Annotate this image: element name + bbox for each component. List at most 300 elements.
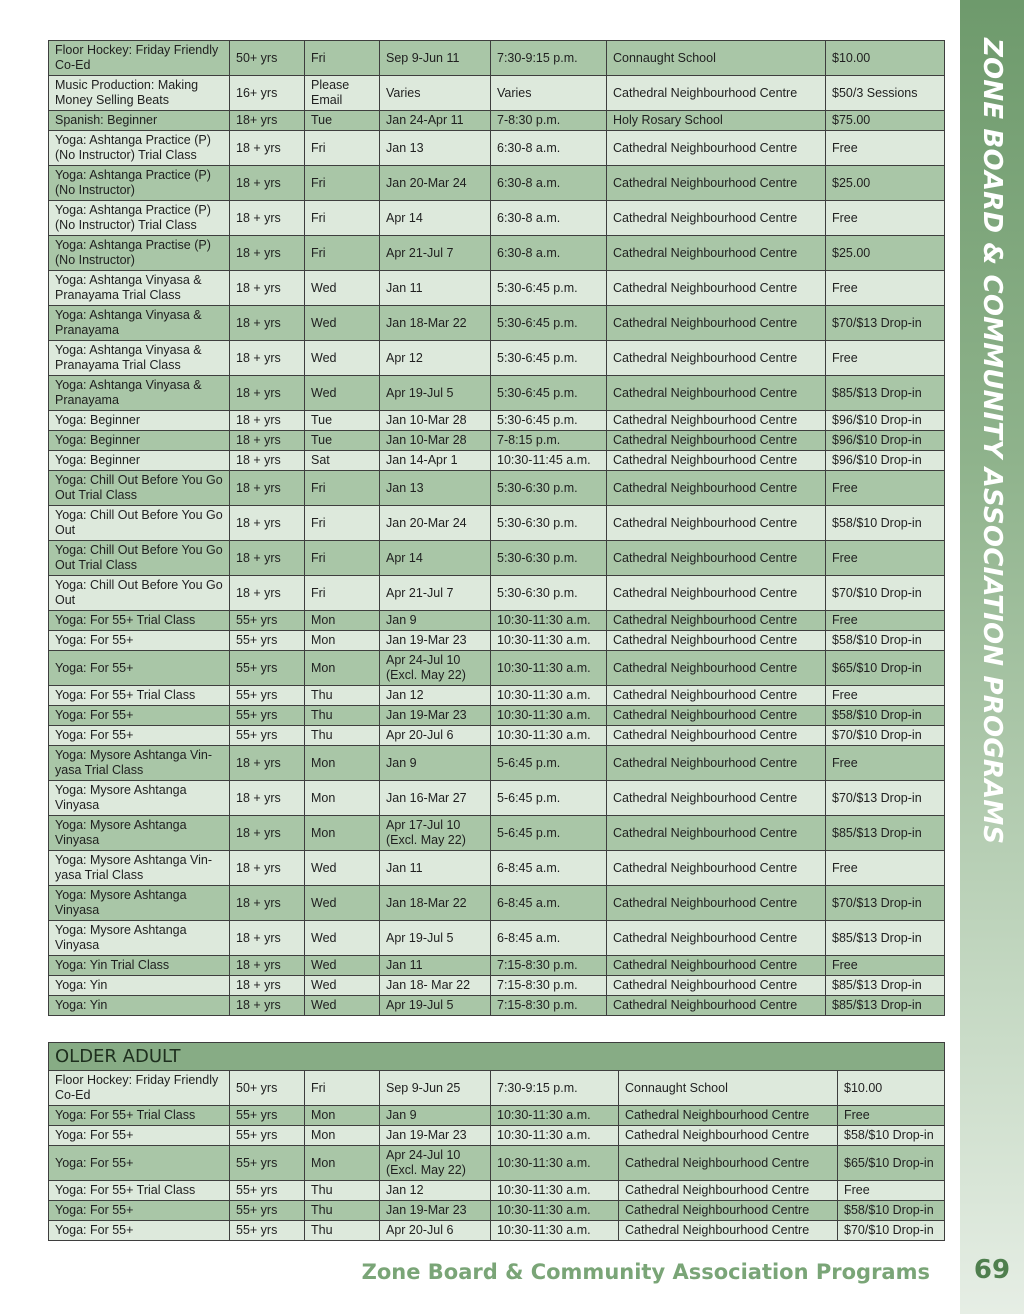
cell-location: Cathedral Neighbourhood Centre [607,851,826,886]
cell-dates: Jan 19-Mar 23 [380,631,491,651]
cell-location: Cathedral Neighbourhood Centre [607,376,826,411]
cell-fee: Free [826,131,945,166]
cell-age: 18 + yrs [230,956,305,976]
cell-time: 6:30-8 a.m. [491,201,607,236]
cell-location: Cathedral Neighbourhood Centre [607,686,826,706]
cell-age: 18 + yrs [230,166,305,201]
cell-program-name: Yoga: Beginner [49,431,230,451]
cell-time: 7-8:15 p.m. [491,431,607,451]
cell-program-name: Yoga: Ashtanga Vinyasa & Pranayama Trial Class [49,341,230,376]
cell-fee: $70/$10 Drop-in [826,576,945,611]
cell-dates: Apr 21-Jul 7 [380,236,491,271]
cell-location: Cathedral Neighbourhood Centre [607,271,826,306]
cell-program-name: Spanish: Beginner [49,111,230,131]
cell-program-name: Yoga: Ashtanga Vinyasa & Pranayama [49,306,230,341]
cell-time: 10:30-11:30 a.m. [491,1126,619,1146]
cell-location: Cathedral Neighbourhood Centre [607,886,826,921]
cell-age: 18+ yrs [230,111,305,131]
cell-day: Fri [305,236,380,271]
cell-age: 18 + yrs [230,976,305,996]
cell-dates: Apr 20-Jul 6 [380,1221,491,1241]
cell-location: Cathedral Neighbourhood Centre [607,451,826,471]
table-row [49,1201,945,1221]
cell-fee: $85/$13 Drop-in [826,976,945,996]
cell-location: Connaught School [607,41,826,76]
cell-dates: Jan 11 [380,851,491,886]
cell-program-name: Yoga: For 55+ [49,1221,230,1241]
cell-day: Mon [305,816,380,851]
cell-location: Connaught School [619,1071,838,1106]
cell-age: 18 + yrs [230,996,305,1016]
table-row [49,236,945,271]
cell-time: 10:30-11:30 a.m. [491,631,607,651]
cell-day: Fri [305,1071,380,1106]
cell-time: 5:30-6:30 p.m. [491,471,607,506]
cell-time: 10:30-11:45 a.m. [491,451,607,471]
cell-time: 10:30-11:30 a.m. [491,1146,619,1181]
cell-program-name: Yoga: Ashtanga Practice (P) (No Instructor) Trial Class [49,131,230,166]
cell-fee: $96/$10 Drop-in [826,431,945,451]
table-row [49,816,945,851]
cell-age: 18 + yrs [230,746,305,781]
cell-program-name: Yoga: Chill Out Before You Go Out Trial Class [49,471,230,506]
cell-time: 10:30-11:30 a.m. [491,686,607,706]
cell-program-name: Yoga: Mysore Ashtanga Vinyasa [49,921,230,956]
cell-age: 18 + yrs [230,506,305,541]
cell-location: Cathedral Neighbourhood Centre [607,956,826,976]
cell-fee: Free [826,851,945,886]
table-row [49,131,945,166]
cell-dates: Apr 14 [380,201,491,236]
cell-program-name: Yoga: Mysore Ashtanga Vin-yasa Trial Class [49,746,230,781]
cell-program-name: Yoga: Ashtanga Practise (P) (No Instructor) [49,236,230,271]
cell-time: 5:30-6:30 p.m. [491,506,607,541]
cell-dates: Apr 24-Jul 10 (Excl. May 22) [380,651,491,686]
cell-fee: $96/$10 Drop-in [826,451,945,471]
cell-location: Cathedral Neighbourhood Centre [619,1201,838,1221]
cell-dates: Jan 19-Mar 23 [380,706,491,726]
cell-fee: $96/$10 Drop-in [826,411,945,431]
cell-age: 55+ yrs [230,1146,305,1181]
cell-dates: Jan 18- Mar 22 [380,976,491,996]
cell-location: Cathedral Neighbourhood Centre [607,76,826,111]
cell-program-name: Yoga: Beginner [49,411,230,431]
cell-day: Wed [305,306,380,341]
cell-program-name: Yoga: Chill Out Before You Go Out [49,506,230,541]
cell-age: 18 + yrs [230,816,305,851]
cell-fee: $58/$10 Drop-in [826,506,945,541]
cell-day: Wed [305,921,380,956]
table-row [49,411,945,431]
cell-time: 5:30-6:45 p.m. [491,306,607,341]
cell-program-name: Yoga: Chill Out Before You Go Out [49,576,230,611]
cell-time: 10:30-11:30 a.m. [491,1221,619,1241]
cell-time: 10:30-11:30 a.m. [491,726,607,746]
cell-location: Cathedral Neighbourhood Centre [607,651,826,686]
cell-fee: $70/$13 Drop-in [826,781,945,816]
cell-dates: Apr 21-Jul 7 [380,576,491,611]
cell-location: Cathedral Neighbourhood Centre [607,746,826,781]
cell-dates: Jan 12 [380,686,491,706]
cell-dates: Jan 9 [380,611,491,631]
cell-age: 18 + yrs [230,576,305,611]
cell-time: 7:15-8:30 p.m. [491,976,607,996]
cell-day: Wed [305,271,380,306]
cell-age: 18 + yrs [230,471,305,506]
cell-location: Cathedral Neighbourhood Centre [607,131,826,166]
cell-age: 55+ yrs [230,1221,305,1241]
table-row [49,1146,945,1181]
cell-age: 16+ yrs [230,76,305,111]
cell-age: 55+ yrs [230,706,305,726]
cell-dates: Jan 11 [380,956,491,976]
table-row [49,1181,945,1201]
table-row [49,271,945,306]
table-row [49,706,945,726]
cell-day: Fri [305,131,380,166]
cell-time: 6-8:45 a.m. [491,921,607,956]
cell-program-name: Yoga: Ashtanga Vinyasa & Pranayama Trial Class [49,271,230,306]
table-row [49,41,945,76]
cell-fee: $85/$13 Drop-in [826,921,945,956]
table-row [49,1221,945,1241]
cell-age: 18 + yrs [230,451,305,471]
cell-dates: Apr 19-Jul 5 [380,996,491,1016]
cell-time: 5:30-6:30 p.m. [491,541,607,576]
cell-day: Mon [305,1146,380,1181]
table-row [49,921,945,956]
cell-time: 7:30-9:15 p.m. [491,1071,619,1106]
table-row [49,376,945,411]
cell-day: Mon [305,1106,380,1126]
cell-age: 18 + yrs [230,201,305,236]
cell-location: Cathedral Neighbourhood Centre [607,201,826,236]
cell-time: 6:30-8 a.m. [491,166,607,201]
cell-age: 18 + yrs [230,541,305,576]
cell-fee: $25.00 [826,166,945,201]
cell-fee: Free [826,541,945,576]
cell-time: 10:30-11:30 a.m. [491,651,607,686]
cell-fee: $65/$10 Drop-in [838,1146,945,1181]
cell-fee: Free [826,271,945,306]
table-row [49,111,945,131]
cell-day: Sat [305,451,380,471]
cell-location: Cathedral Neighbourhood Centre [607,576,826,611]
cell-time: 6:30-8 a.m. [491,131,607,166]
cell-age: 55+ yrs [230,1181,305,1201]
cell-day: Fri [305,166,380,201]
cell-dates: Jan 20-Mar 24 [380,166,491,201]
cell-program-name: Yoga: For 55+ Trial Class [49,1106,230,1126]
table-row [49,1071,945,1106]
table-row [49,541,945,576]
cell-dates: Sep 9-Jun 11 [380,41,491,76]
cell-day: Fri [305,506,380,541]
cell-age: 18 + yrs [230,886,305,921]
cell-time: 6-8:45 a.m. [491,851,607,886]
cell-day: Wed [305,956,380,976]
cell-time: 6-8:45 a.m. [491,886,607,921]
table-row [49,781,945,816]
cell-day: Wed [305,996,380,1016]
cell-program-name: Yoga: Yin [49,996,230,1016]
cell-dates: Jan 13 [380,471,491,506]
table-row [49,996,945,1016]
cell-dates: Jan 12 [380,1181,491,1201]
programs-table-body [49,41,945,1016]
cell-location: Cathedral Neighbourhood Centre [619,1126,838,1146]
table-row [49,611,945,631]
cell-day: Thu [305,726,380,746]
section-title: OLDER ADULT [49,1043,945,1071]
cell-time: 10:30-11:30 a.m. [491,1201,619,1221]
table-row [49,1106,945,1126]
cell-program-name: Yoga: For 55+ [49,631,230,651]
cell-dates: Jan 18-Mar 22 [380,306,491,341]
programs-table [48,40,945,1016]
cell-location: Cathedral Neighbourhood Centre [619,1106,838,1126]
cell-program-name: Yoga: Ashtanga Practice (P) (No Instructor) [49,166,230,201]
cell-program-name: Yoga: For 55+ Trial Class [49,611,230,631]
cell-age: 18 + yrs [230,236,305,271]
cell-day: Wed [305,341,380,376]
older-adult-header-row [49,1043,945,1071]
table-row [49,956,945,976]
cell-age: 50+ yrs [230,1071,305,1106]
cell-location: Cathedral Neighbourhood Centre [619,1181,838,1201]
cell-location: Cathedral Neighbourhood Centre [607,631,826,651]
cell-day: Tue [305,431,380,451]
cell-day: Tue [305,411,380,431]
cell-location: Cathedral Neighbourhood Centre [607,996,826,1016]
cell-dates: Jan 10-Mar 28 [380,431,491,451]
cell-fee: $70/$10 Drop-in [838,1221,945,1241]
cell-age: 50+ yrs [230,41,305,76]
cell-location: Cathedral Neighbourhood Centre [607,816,826,851]
cell-day: Mon [305,651,380,686]
cell-day: Fri [305,576,380,611]
cell-fee: Free [826,341,945,376]
cell-dates: Jan 9 [380,1106,491,1126]
cell-time: 5-6:45 p.m. [491,746,607,781]
cell-dates: Apr 14 [380,541,491,576]
cell-day: Thu [305,706,380,726]
cell-time: 5:30-6:30 p.m. [491,576,607,611]
cell-day: Thu [305,1221,380,1241]
cell-fee: Free [826,201,945,236]
cell-age: 55+ yrs [230,611,305,631]
cell-program-name: Yoga: For 55+ [49,726,230,746]
table-row [49,1126,945,1146]
cell-program-name: Yoga: For 55+ Trial Class [49,1181,230,1201]
cell-location: Cathedral Neighbourhood Centre [607,781,826,816]
cell-age: 18 + yrs [230,411,305,431]
cell-fee: Free [826,611,945,631]
cell-day: Fri [305,471,380,506]
cell-age: 18 + yrs [230,131,305,166]
cell-day: Mon [305,781,380,816]
cell-day: Thu [305,1181,380,1201]
table-row [49,506,945,541]
cell-time: 5-6:45 p.m. [491,781,607,816]
cell-age: 55+ yrs [230,1201,305,1221]
cell-program-name: Yoga: Mysore Ashtanga Vinyasa [49,886,230,921]
cell-fee: $85/$13 Drop-in [826,376,945,411]
cell-dates: Jan 16-Mar 27 [380,781,491,816]
cell-day: Mon [305,611,380,631]
cell-program-name: Yoga: For 55+ [49,1201,230,1221]
cell-fee: Free [826,471,945,506]
cell-age: 55+ yrs [230,631,305,651]
cell-dates: Varies [380,76,491,111]
cell-age: 18 + yrs [230,376,305,411]
table-row [49,651,945,686]
side-title: ZONE BOARD & COMMUNITY ASSOCIATION PROGRAMS [977,38,1007,845]
table-row [49,686,945,706]
cell-fee: $58/$10 Drop-in [838,1201,945,1221]
cell-age: 55+ yrs [230,1106,305,1126]
cell-day: Fri [305,41,380,76]
cell-time: 5:30-6:45 p.m. [491,341,607,376]
cell-time: 7:30-9:15 p.m. [491,41,607,76]
cell-location: Cathedral Neighbourhood Centre [607,921,826,956]
cell-time: Varies [491,76,607,111]
cell-day: Wed [305,376,380,411]
table-row [49,431,945,451]
cell-time: 10:30-11:30 a.m. [491,1106,619,1126]
cell-program-name: Yoga: For 55+ [49,651,230,686]
cell-dates: Jan 10-Mar 28 [380,411,491,431]
table-row [49,471,945,506]
cell-day: Mon [305,746,380,781]
cell-time: 10:30-11:30 a.m. [491,611,607,631]
cell-fee: $58/$10 Drop-in [826,631,945,651]
cell-dates: Jan 18-Mar 22 [380,886,491,921]
cell-dates: Apr 19-Jul 5 [380,921,491,956]
cell-fee: $70/$13 Drop-in [826,886,945,921]
page-number: 69 [973,1255,1011,1285]
cell-dates: Jan 20-Mar 24 [380,506,491,541]
cell-time: 6:30-8 a.m. [491,236,607,271]
cell-location: Cathedral Neighbourhood Centre [607,411,826,431]
cell-day: Wed [305,976,380,996]
cell-location: Cathedral Neighbourhood Centre [607,706,826,726]
cell-program-name: Yoga: For 55+ [49,706,230,726]
table-row [49,976,945,996]
cell-dates: Sep 9-Jun 25 [380,1071,491,1106]
cell-dates: Apr 12 [380,341,491,376]
cell-program-name: Yoga: Ashtanga Practice (P) (No Instructor) Trial Class [49,201,230,236]
table-row [49,631,945,651]
cell-program-name: Yoga: Mysore Ashtanga Vinyasa [49,816,230,851]
cell-day: Wed [305,851,380,886]
cell-dates: Jan 9 [380,746,491,781]
cell-dates: Apr 20-Jul 6 [380,726,491,746]
cell-dates: Jan 19-Mar 23 [380,1126,491,1146]
cell-age: 55+ yrs [230,726,305,746]
cell-location: Cathedral Neighbourhood Centre [607,166,826,201]
cell-day: Fri [305,541,380,576]
cell-location: Cathedral Neighbourhood Centre [619,1146,838,1181]
cell-location: Cathedral Neighbourhood Centre [619,1221,838,1241]
cell-day: Fri [305,201,380,236]
cell-age: 55+ yrs [230,686,305,706]
cell-day: Mon [305,631,380,651]
cell-age: 18 + yrs [230,341,305,376]
cell-fee: $70/$10 Drop-in [826,726,945,746]
cell-program-name: Floor Hockey: Friday Friendly Co-Ed [49,41,230,76]
cell-time: 7-8:30 p.m. [491,111,607,131]
cell-location: Cathedral Neighbourhood Centre [607,976,826,996]
cell-dates: Jan 11 [380,271,491,306]
cell-dates: Apr 24-Jul 10 (Excl. May 22) [380,1146,491,1181]
table-row [49,201,945,236]
table-row [49,306,945,341]
cell-time: 7:15-8:30 p.m. [491,956,607,976]
cell-age: 18 + yrs [230,306,305,341]
cell-fee: Free [826,746,945,781]
table-row [49,746,945,781]
cell-time: 5:30-6:45 p.m. [491,376,607,411]
cell-time: 5:30-6:45 p.m. [491,411,607,431]
cell-time: 10:30-11:30 a.m. [491,1181,619,1201]
cell-fee: $70/$13 Drop-in [826,306,945,341]
cell-location: Cathedral Neighbourhood Centre [607,306,826,341]
cell-time: 7:15-8:30 p.m. [491,996,607,1016]
older-adult-table [48,1042,945,1241]
cell-location: Cathedral Neighbourhood Centre [607,506,826,541]
cell-dates: Jan 24-Apr 11 [380,111,491,131]
cell-fee: $85/$13 Drop-in [826,816,945,851]
table-row [49,451,945,471]
cell-fee: $65/$10 Drop-in [826,651,945,686]
cell-program-name: Yoga: For 55+ [49,1126,230,1146]
older-adult-table-body [49,1043,945,1241]
cell-fee: $58/$10 Drop-in [838,1126,945,1146]
cell-age: 18 + yrs [230,781,305,816]
footer-title: Zone Board & Community Association Programs [361,1260,930,1284]
cell-program-name: Music Production: Making Money Selling Beats [49,76,230,111]
cell-day: Tue [305,111,380,131]
cell-age: 55+ yrs [230,1126,305,1146]
cell-day: Wed [305,886,380,921]
cell-age: 18 + yrs [230,921,305,956]
cell-fee: $58/$10 Drop-in [826,706,945,726]
cell-program-name: Yoga: Yin [49,976,230,996]
cell-day: Mon [305,1126,380,1146]
cell-dates: Apr 17-Jul 10 (Excl. May 22) [380,816,491,851]
cell-fee: $85/$13 Drop-in [826,996,945,1016]
cell-location: Cathedral Neighbourhood Centre [607,431,826,451]
cell-day: Thu [305,686,380,706]
cell-location: Cathedral Neighbourhood Centre [607,541,826,576]
cell-fee: $10.00 [826,41,945,76]
cell-age: 18 + yrs [230,851,305,886]
cell-program-name: Yoga: For 55+ Trial Class [49,686,230,706]
table-row [49,886,945,921]
cell-program-name: Yoga: Ashtanga Vinyasa & Pranayama [49,376,230,411]
cell-fee: Free [838,1106,945,1126]
cell-location: Cathedral Neighbourhood Centre [607,726,826,746]
cell-program-name: Yoga: Chill Out Before You Go Out Trial Class [49,541,230,576]
cell-age: 18 + yrs [230,431,305,451]
cell-location: Holy Rosary School [607,111,826,131]
cell-dates: Jan 13 [380,131,491,166]
cell-fee: Free [826,956,945,976]
cell-age: 55+ yrs [230,651,305,686]
cell-location: Cathedral Neighbourhood Centre [607,236,826,271]
cell-day: Please Email [305,76,380,111]
